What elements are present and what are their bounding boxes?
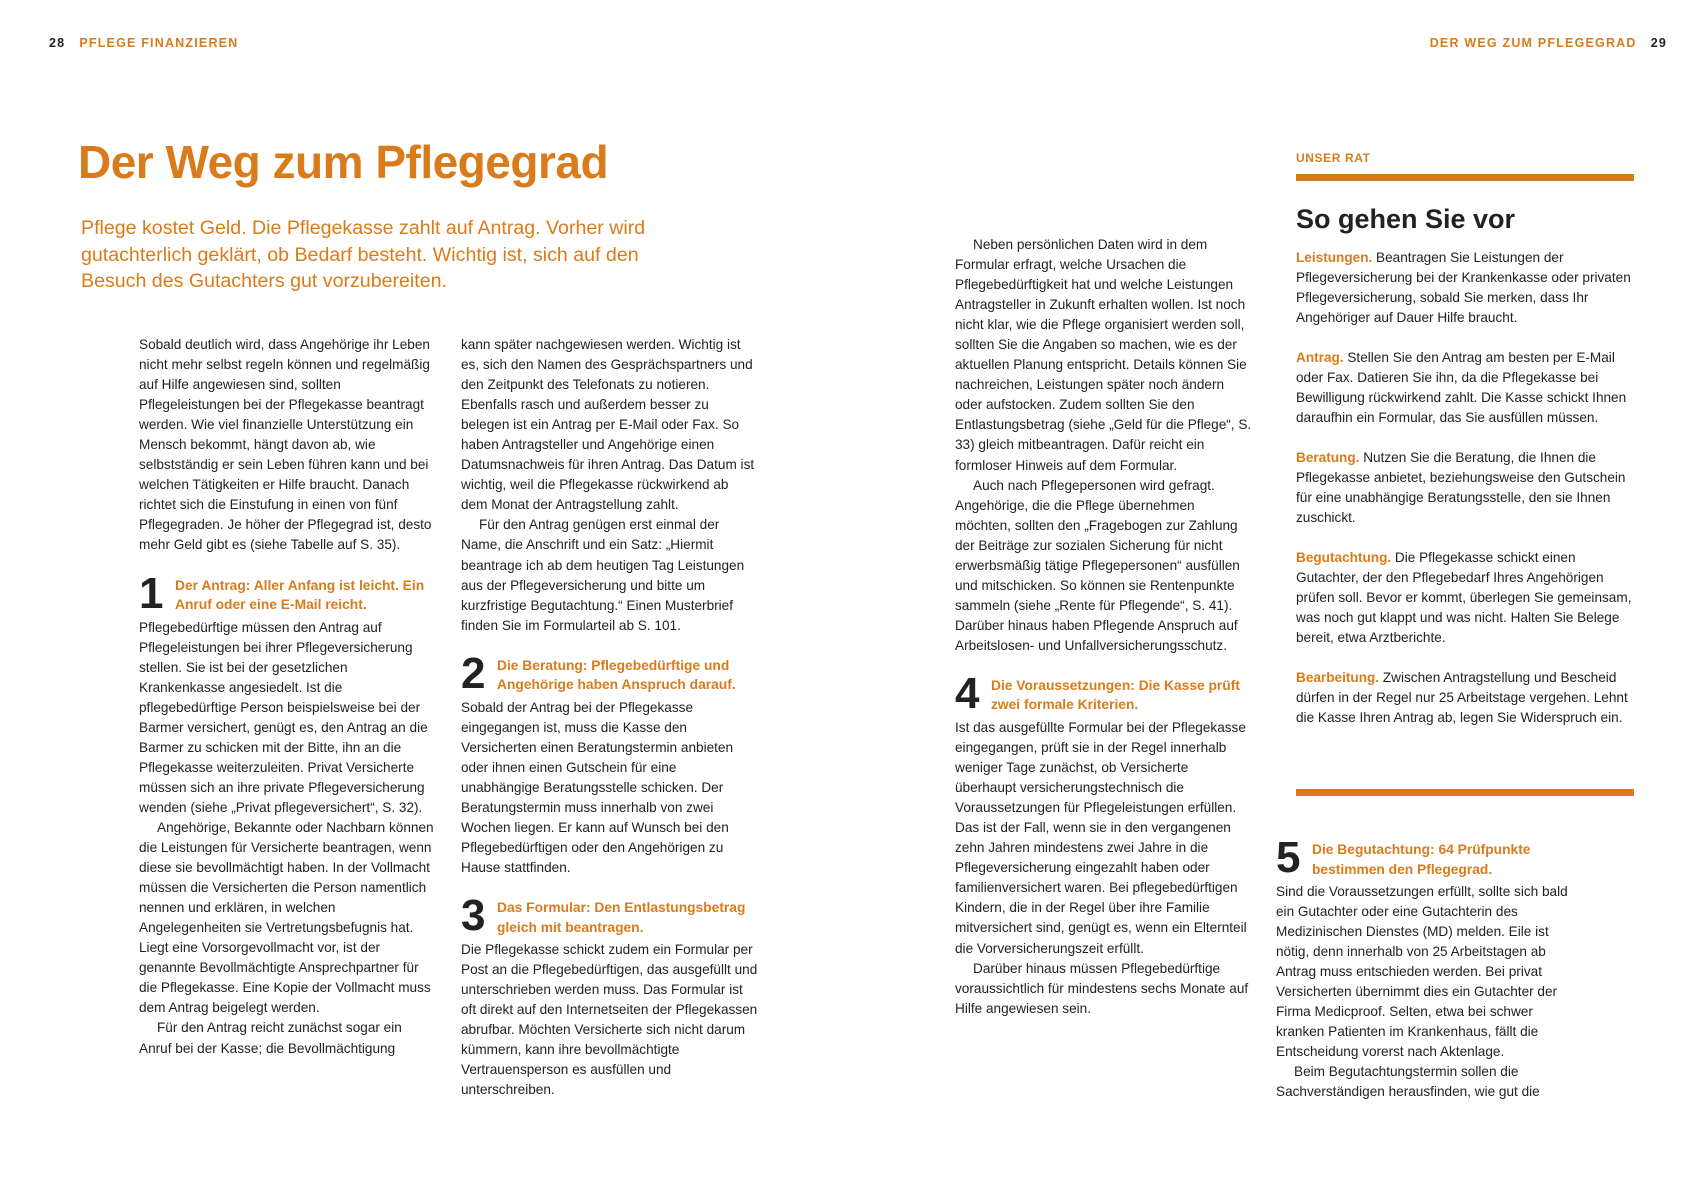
text-column-4 xyxy=(1276,833,1576,1103)
advice-item xyxy=(1296,348,1634,428)
left-section-title: PFLEGE FINANZIEREN xyxy=(79,36,239,50)
advice-list xyxy=(1296,248,1634,748)
paragraph: Darüber hinaus müssen Pflegebedürftige voraussichtlich für mindestens sechs Monate auf Hilfe angewiesen sein. xyxy=(955,960,1249,1016)
paragraph: Für den Antrag genügen erst einmal der Name, die Anschrift und ein Satz: „Hiermit beantrage ich ab dem heutigen Tag Leistungen aus der Pflegeversicherung und bitte um kurzfristige Begutachtung.“ Einen Musterbrief finden Sie im Formularteil ab S. 101. xyxy=(461,517,745,633)
advice-keyword: Bearbeitung. xyxy=(1296,670,1380,685)
advice-text: Stellen Sie den Antrag am besten per E-Mail oder Fax. Datieren Sie ihn, da die Pflegekasse bei Bewilligung rückwirkend zahlt. Die Kasse schickt Ihnen daraufhin ein Formular, das Sie ausfüllen müssen. xyxy=(1296,350,1627,425)
step-number: 4 xyxy=(955,668,980,718)
step-5-heading xyxy=(1276,833,1576,882)
paragraph: kann später nachgewiesen werden. Wichtig ist es, sich den Namen des Gesprächspartners und den Zeitpunkt des Telefonats zu notieren. Ebenfalls rasch und außerdem besser zu belegen ist ein Antrag per E-Mail oder Fax. So haben Antragsteller und Angehörige einen Datumsnachweis für ihren Antrag. Das Datum ist wichtig, weil die Pflegekasse rückwirkend ab dem Monat der Antragstellung zahlt. xyxy=(461,337,755,513)
advice-item xyxy=(1296,248,1634,328)
paragraph: Angehörige, Bekannte oder Nachbarn können die Leistungen für Versicherte beantragen, wenn diese sie bevollmächtigt haben. In der Vollmacht müssen die Versicherten die Person namentlich nennen und erklären, in welchen Angelegenheiten sie Vertretungsbefugnis hat. Liegt eine Vorsorgevollmacht vor, ist der genannte Bevollmächtigte Ansprechpartner für die Pflegekasse. Eine Kopie der Vollmacht muss dem Antrag beigelegt werden. xyxy=(139,819,434,1016)
lead-paragraph: Pflege kostet Geld. Die Pflegekasse zahlt auf Antrag. Vorher wird gutachterlich geklärt, ob Bedarf besteht. Wichtig ist, sich auf den Besuch des Gutachters gut vorzubereiten. xyxy=(81,217,646,293)
paragraph: Für den Antrag reicht zunächst sogar ein Anruf bei der Kasse; die Bevollmächtigung xyxy=(139,1020,402,1056)
step-3-heading xyxy=(461,891,758,941)
step-2-heading xyxy=(461,648,758,698)
step-title: Das Formular: Den Entlastungsbetrag gleich mit beantragen. xyxy=(497,900,746,935)
advice-keyword: Antrag. xyxy=(1296,350,1344,365)
paragraph: Sobald der Antrag bei der Pflegekasse eingegangen ist, muss die Kasse den Versicherten einen Beratungstermin anbieten oder ihnen einen Gutschein für eine unabhängige Beratungsstelle schicken. Der Beratungstermin muss innerhalb von zwei Wochen liegen. Er kann auf Wunsch bei den Pflegebedürftigen oder den Angehörigen zu Hause stattfinden. xyxy=(461,699,734,876)
paragraph: Sind die Voraussetzungen erfüllt, sollte sich bald ein Gutachter oder eine Gutachterin des Medizinischen Dienstes (MD) melden. Eile ist nötig, denn innerhalb von 25 Arbeitstagen ab Antrag muss entschieden werden. Bei privat Versicherten übernimmt dies ein Gutachter der Firma Medicproof. Selten, etwa bei schwer kranken Patienten im Krankenhaus, fällt die Entscheidung vorerst nach Aktenlage. xyxy=(1276,884,1568,1060)
advice-text: Nutzen Sie die Beratung, die Ihnen die Pflegekasse anbietet, beziehungsweise den Gutschein für eine unabhängige Beratungsstelle, den sie Ihnen zuschickt. xyxy=(1296,450,1626,525)
advice-text: Beantragen Sie Leistungen der Pflegeversicherung bei der Krankenkasse oder privaten Pflegeversicherung, sobald Sie merken, dass Ihr Angehöriger auf Dauer Hilfe braucht. xyxy=(1296,250,1631,325)
paragraph: Neben persönlichen Daten wird in dem Formular erfragt, welche Ursachen die Pflegebedürftigkeit hat und welche Leistungen Antragsteller in Zukunft erhalten wollen. Ist noch nicht klar, wie die Pflege organisiert werden soll, sollten Sie die Angaben so machen, wie es der aktuellen Planung entspricht. Details können Sie nachreichen, Leistungen später noch ändern oder aufstocken. Zudem sollten Sie den Entlastungsbetrag (siehe „Geld für die Pflege“, S. 33) gleich mitbeantragen. Dafür reicht ein formloser Hinweis auf dem Formular. xyxy=(955,237,1252,473)
advice-label: UNSER RAT xyxy=(1296,151,1371,165)
right-section-title: DER WEG ZUM PFLEGEGRAD xyxy=(1429,36,1637,50)
step-title: Die Voraussetzungen: Die Kasse prüft zwei formale Kriterien. xyxy=(991,677,1240,713)
advice-bottom-rule xyxy=(1296,789,1634,796)
paragraph: Ist das ausgefüllte Formular bei der Pflegekasse eingegangen, prüft sie in der Regel innerhalb weniger Tage zunächst, ob Versicherte überhaupt versicherungstechnisch die Voraussetzungen für Pflegeleistungen erfüllen. Das ist der Fall, wenn sie in den vergangenen zehn Jahren mindestens zwei Jahre in die Pflegeversicherung eingezahlt haben oder familienversichert waren. Bei pflegebedürftigen Kindern, die in der Regel über ihre Familie mitversichert sind, genügt es, wenn ein Elternteil die Vorversicherungszeit erfüllt. xyxy=(955,719,1247,956)
step-number: 1 xyxy=(139,568,164,618)
paragraph: Pflegebedürftige müssen den Antrag auf Pflegeleistungen bei ihrer Pflegeversicherung stellen. Sie ist bei der gesetzlichen Krankenkasse angesiedelt. Ist die pflegebedürftige Person beispielsweise bei der Barmer versichert, genügt es, den Antrag an die Barmer zu schicken mit der Bitte, ihn an die Pflegekasse weiterzuleiten. Privat Versicherte müssen sich an ihre private Pflegeversicherung wenden (siehe „Privat pflegeversichert“, S. 32). xyxy=(139,619,428,815)
intro-paragraph: Sobald deutlich wird, dass Angehörige ihr Leben nicht mehr selbst regeln können und regelmäßig auf Hilfe angewiesen sind, sollten Pflegeleistungen bei der Pflegekasse beantragt werden. Wie viel finanzielle Unterstützung ein Mensch bekommt, hängt davon ab, wie selbstständig er sein Leben führen kann und bei welchen Tätigkeiten er Hilfe braucht. Danach richtet sich die Einstufung in einen von fünf Pflegegraden. Je höher der Pflegegrad ist, desto mehr Geld gibt es (siehe Tabelle auf S. 35). xyxy=(139,337,432,553)
paragraph: Beim Begutachtungstermin sollen die Sachverständigen herausfinden, wie gut die xyxy=(1276,1064,1540,1100)
step-number: 2 xyxy=(461,648,486,698)
step-title: Der Antrag: Aller Anfang ist leicht. Ein Anruf oder eine E-Mail reicht. xyxy=(175,577,425,613)
text-column-1 xyxy=(139,335,436,1059)
step-title: Die Beratung: Pflegebedürftige und Angehörige haben Anspruch darauf. xyxy=(497,657,736,693)
advice-top-rule xyxy=(1296,174,1634,181)
advice-text: Die Pflegekasse schickt einen Gutachter, der den Pflegebedarf Ihres Angehörigen prüfen soll. Bevor er kommt, überlegen Sie gemeinsam, was noch gut klappt und was nicht. Halten Sie Belege bereit, etwa Arztberichte. xyxy=(1296,550,1632,645)
advice-keyword: Beratung. xyxy=(1296,450,1360,465)
advice-keyword: Leistungen. xyxy=(1296,250,1373,265)
step-title: Die Begutachtung: 64 Prüfpunkte bestimmen den Pflegegrad. xyxy=(1312,842,1531,877)
advice-text: Zwischen Antragstellung und Bescheid dürfen in der Regel nur 25 Arbeitstage vergehen. Lehnt die Kasse Ihren Antrag ab, legen Sie Widerspruch ein. xyxy=(1296,670,1628,725)
right-running-header xyxy=(1430,36,1667,50)
advice-item xyxy=(1296,448,1634,528)
step-number: 5 xyxy=(1276,833,1301,882)
right-page-number: 29 xyxy=(1650,36,1667,50)
advice-item xyxy=(1296,548,1634,648)
step-4-heading xyxy=(955,668,1252,718)
left-page-number: 28 xyxy=(49,36,66,50)
page-title: Der Weg zum Pflegegrad xyxy=(78,136,609,188)
left-running-header xyxy=(49,36,238,50)
advice-keyword: Begutachtung. xyxy=(1296,550,1392,565)
text-column-3 xyxy=(955,235,1252,1019)
step-number: 3 xyxy=(461,891,486,941)
text-column-2 xyxy=(461,335,758,1101)
paragraph: Die Pflegekasse schickt zudem ein Formular per Post an die Pflegebedürftigen, das ausgefüllt und unterschrieben werden muss. Das Formular ist oft direkt auf den Internetseiten der Pflegekassen abrufbar. Möchten Versicherte sich nicht darum kümmern, kann ihre bevollmächtigte Vertrauensperson es ausfüllen und unterschreiben. xyxy=(461,942,758,1098)
paragraph: Auch nach Pflegepersonen wird gefragt. Angehörige, die die Pflege übernehmen möchten, sollten den „Fragebogen zur Zahlung der Beiträge zur sozialen Sicherung für nicht erwerbsmäßig tätige Pflegepersonen“ ausfüllen und mitschicken. So können sie Rentenpunkte sammeln (siehe „Rente für Pflegende“, S. 41). Darüber hinaus haben Pflegende Anspruch auf Arbeitslosen- und Unfallversicherungsschutz. xyxy=(955,477,1240,653)
step-1-heading xyxy=(139,568,436,618)
advice-item xyxy=(1296,668,1634,728)
advice-heading: So gehen Sie vor xyxy=(1296,204,1516,234)
